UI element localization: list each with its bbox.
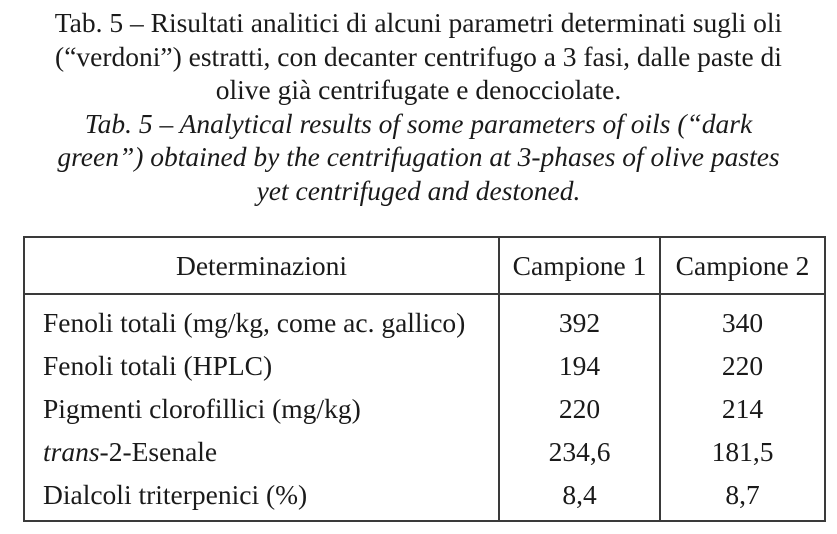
caption-english-line-3: yet centrifuged and destoned.	[256, 174, 581, 206]
row-label-italic-part: trans	[43, 435, 100, 467]
row-label	[24, 430, 499, 473]
table-row	[24, 473, 825, 521]
table-caption	[0, 6, 837, 207]
caption-italian-line-3: olive già centrifugate e denocciolate.	[215, 74, 622, 105]
row-value-campione-1: 392	[499, 294, 660, 344]
row-value-campione-1: 220	[499, 387, 660, 430]
row-value-campione-1: 194	[499, 344, 660, 387]
row-value-campione-2: 181,5	[660, 430, 825, 473]
row-label: Pigmenti clorofillici (mg/kg)	[24, 387, 499, 430]
table-header-row	[24, 237, 825, 294]
results-table	[23, 236, 826, 522]
row-label: Dialcoli triterpenici (%)	[24, 473, 499, 521]
caption-english-line-1: Tab. 5 – Analytical results of some parameters of oils (“dark	[84, 107, 753, 139]
caption-english-line-2: green”) obtained by the centrifugation at 3-phases of olive pastes	[57, 141, 780, 172]
table-row	[24, 294, 825, 344]
table-row	[24, 387, 825, 430]
caption-italian-line-1: Tab. 5 – Risultati analitici di alcuni parametri determinati sugli oli	[54, 7, 783, 38]
row-label: Fenoli totali (HPLC)	[24, 344, 499, 387]
header-determinazioni: Determinazioni	[24, 237, 499, 294]
row-value-campione-1: 234,6	[499, 430, 660, 473]
row-label-rest: -2-Esenale	[99, 435, 218, 467]
table-row	[24, 344, 825, 387]
row-value-campione-2: 220	[660, 344, 825, 387]
header-campione-1: Campione 1	[499, 237, 660, 294]
caption-italian-line-2: (“verdoni”) estratti, con decanter centrifugo a 3 fasi, dalle paste di	[55, 40, 782, 72]
header-campione-2: Campione 2	[660, 237, 825, 294]
row-value-campione-2: 8,7	[660, 473, 825, 521]
row-value-campione-2: 340	[660, 294, 825, 344]
row-value-campione-2: 214	[660, 387, 825, 430]
row-value-campione-1: 8,4	[499, 473, 660, 521]
row-label: Fenoli totali (mg/kg, come ac. gallico)	[24, 294, 499, 344]
table-row	[24, 430, 825, 473]
